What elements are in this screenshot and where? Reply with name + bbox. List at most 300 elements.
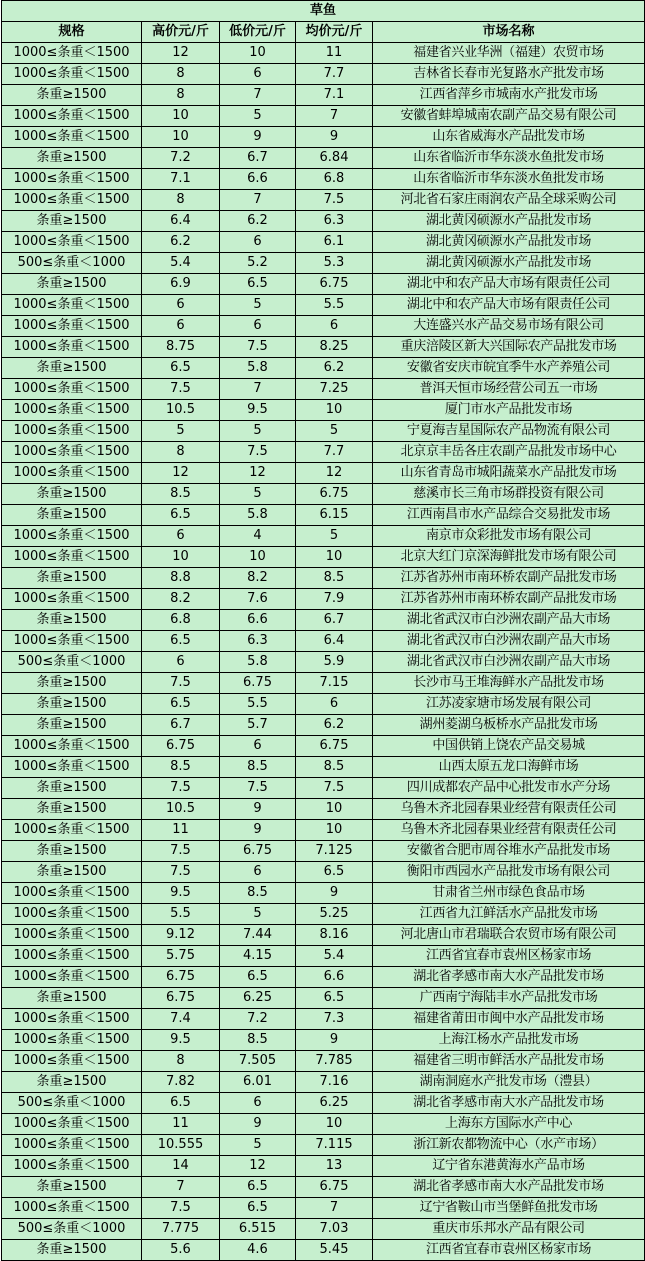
cell-low-price: 12 — [220, 1156, 296, 1177]
cell-high-price: 7.4 — [142, 1009, 220, 1030]
table-row — [2, 211, 645, 232]
cell-low-price: 6 — [220, 316, 296, 337]
cell-high-price: 11 — [142, 1114, 220, 1135]
cell-low-price: 4.6 — [220, 1240, 296, 1261]
table-row — [2, 610, 645, 631]
cell-spec: 1000≤条重＜1500 — [2, 1135, 142, 1156]
cell-high-price: 7 — [142, 1177, 220, 1198]
cell-market-name: 湖州菱湖乌板桥水产品批发市场 — [373, 715, 645, 736]
cell-high-price: 7.5 — [142, 778, 220, 799]
cell-spec: 1000≤条重＜1500 — [2, 904, 142, 925]
cell-market-name: 辽宁省东港黄海水产品市场 — [373, 1156, 645, 1177]
cell-spec: 1000≤条重＜1500 — [2, 400, 142, 421]
cell-high-price: 8 — [142, 442, 220, 463]
table-row — [2, 148, 645, 169]
cell-high-price: 8 — [142, 190, 220, 211]
cell-spec: 1000≤条重＜1500 — [2, 526, 142, 547]
cell-low-price: 5.8 — [220, 652, 296, 673]
cell-avg-price: 5.5 — [296, 295, 373, 316]
table-row — [2, 652, 645, 673]
cell-spec: 1000≤条重＜1500 — [2, 1156, 142, 1177]
cell-market-name: 慈溪市长三角市场群投资有限公司 — [373, 484, 645, 505]
cell-low-price: 6.5 — [220, 967, 296, 988]
cell-high-price: 10.5 — [142, 400, 220, 421]
table-row — [2, 1009, 645, 1030]
cell-avg-price: 6.2 — [296, 715, 373, 736]
cell-low-price: 8.5 — [220, 883, 296, 904]
cell-high-price: 7.5 — [142, 841, 220, 862]
cell-avg-price: 6.8 — [296, 169, 373, 190]
cell-spec: 1000≤条重＜1500 — [2, 820, 142, 841]
cell-spec: 1000≤条重＜1500 — [2, 190, 142, 211]
cell-avg-price: 7.9 — [296, 589, 373, 610]
cell-market-name: 中国供销上饶农产品交易城 — [373, 736, 645, 757]
cell-avg-price: 7.125 — [296, 841, 373, 862]
table-row — [2, 463, 645, 484]
cell-high-price: 6 — [142, 316, 220, 337]
cell-low-price: 4 — [220, 526, 296, 547]
table-row — [2, 547, 645, 568]
cell-low-price: 9 — [220, 1114, 296, 1135]
cell-spec: 1000≤条重＜1500 — [2, 1114, 142, 1135]
cell-high-price: 6.5 — [142, 505, 220, 526]
cell-spec: 1000≤条重＜1500 — [2, 967, 142, 988]
cell-avg-price: 7.5 — [296, 778, 373, 799]
cell-high-price: 6 — [142, 526, 220, 547]
cell-high-price: 8.5 — [142, 757, 220, 778]
cell-avg-price: 5 — [296, 421, 373, 442]
table-row — [2, 694, 645, 715]
table-row — [2, 904, 645, 925]
cell-spec: 条重≥1500 — [2, 358, 142, 379]
cell-spec: 1000≤条重＜1500 — [2, 547, 142, 568]
cell-market-name: 江苏省苏州市南环桥农副产品批发市场 — [373, 589, 645, 610]
table-row — [2, 631, 645, 652]
cell-market-name: 乌鲁木齐北园春果业经营有限责任公司 — [373, 799, 645, 820]
cell-avg-price: 12 — [296, 463, 373, 484]
cell-spec: 条重≥1500 — [2, 148, 142, 169]
cell-market-name: 江苏凌家塘市场发展有限公司 — [373, 694, 645, 715]
table-row — [2, 778, 645, 799]
table-row — [2, 106, 645, 127]
cell-low-price: 6 — [220, 862, 296, 883]
cell-market-name: 上海东方国际水产中心 — [373, 1114, 645, 1135]
cell-low-price: 5.7 — [220, 715, 296, 736]
cell-low-price: 6.6 — [220, 610, 296, 631]
cell-market-name: 福建省兴业华洲（福建）农贸市场 — [373, 43, 645, 64]
cell-high-price: 5 — [142, 421, 220, 442]
cell-avg-price: 7 — [296, 1198, 373, 1219]
cell-low-price: 8.5 — [220, 1030, 296, 1051]
cell-spec: 500≤条重＜1000 — [2, 253, 142, 274]
cell-market-name: 辽宁省鞍山市当堡鲜鱼批发市场 — [373, 1198, 645, 1219]
cell-spec: 条重≥1500 — [2, 988, 142, 1009]
cell-high-price: 10 — [142, 127, 220, 148]
cell-market-name: 河北省石家庄雨润农产品全球采购公司 — [373, 190, 645, 211]
cell-low-price: 6.515 — [220, 1219, 296, 1240]
cell-market-name: 北京京丰岳各庄农副产品批发市场中心 — [373, 442, 645, 463]
cell-avg-price: 7.5 — [296, 190, 373, 211]
cell-avg-price: 5.25 — [296, 904, 373, 925]
cell-spec: 1000≤条重＜1500 — [2, 421, 142, 442]
table-row — [2, 526, 645, 547]
table-row — [2, 337, 645, 358]
table-row — [2, 925, 645, 946]
cell-spec: 1000≤条重＜1500 — [2, 589, 142, 610]
cell-market-name: 乌鲁木齐北园春果业经营有限责任公司 — [373, 820, 645, 841]
cell-avg-price: 6 — [296, 694, 373, 715]
cell-low-price: 7 — [220, 85, 296, 106]
cell-avg-price: 6.84 — [296, 148, 373, 169]
cell-high-price: 6.75 — [142, 967, 220, 988]
cell-spec: 1000≤条重＜1500 — [2, 946, 142, 967]
cell-market-name: 福建省三明市鲜活水产品批发市场 — [373, 1051, 645, 1072]
cell-high-price: 5.75 — [142, 946, 220, 967]
cell-market-name: 湖北省孝感市南大水产品批发市场 — [373, 1177, 645, 1198]
table-row — [2, 862, 645, 883]
cell-avg-price: 8.5 — [296, 568, 373, 589]
cell-market-name: 湖北省武汉市白沙洲农副产品大市场 — [373, 652, 645, 673]
cell-low-price: 7.5 — [220, 442, 296, 463]
cell-market-name: 南京市众彩批发市场有限公司 — [373, 526, 645, 547]
cell-high-price: 9.5 — [142, 883, 220, 904]
cell-avg-price: 9 — [296, 127, 373, 148]
cell-avg-price: 6.75 — [296, 274, 373, 295]
cell-low-price: 6.01 — [220, 1072, 296, 1093]
cell-market-name: 大连盛兴水产品交易市场有限公司 — [373, 316, 645, 337]
cell-market-name: 浙江新农都物流中心（水产市场） — [373, 1135, 645, 1156]
cell-avg-price: 8.16 — [296, 925, 373, 946]
cell-low-price: 9 — [220, 820, 296, 841]
cell-avg-price: 5.4 — [296, 946, 373, 967]
cell-high-price: 6.8 — [142, 610, 220, 631]
cell-high-price: 9.12 — [142, 925, 220, 946]
cell-high-price: 8 — [142, 1051, 220, 1072]
cell-spec: 条重≥1500 — [2, 505, 142, 526]
cell-low-price: 7.5 — [220, 778, 296, 799]
cell-avg-price: 10 — [296, 1114, 373, 1135]
cell-avg-price: 8.5 — [296, 757, 373, 778]
cell-avg-price: 6.75 — [296, 736, 373, 757]
cell-market-name: 安徽省安庆市皖宜季牛水产养殖公司 — [373, 358, 645, 379]
cell-high-price: 6.9 — [142, 274, 220, 295]
cell-market-name: 湖北黄冈硕源水产品批发市场 — [373, 253, 645, 274]
cell-low-price: 6.7 — [220, 148, 296, 169]
table-row — [2, 1219, 645, 1240]
cell-low-price: 7.5 — [220, 337, 296, 358]
cell-spec: 条重≥1500 — [2, 715, 142, 736]
cell-market-name: 宁夏海吉星国际农产品物流有限公司 — [373, 421, 645, 442]
cell-high-price: 5.5 — [142, 904, 220, 925]
cell-avg-price: 10 — [296, 820, 373, 841]
cell-high-price: 14 — [142, 1156, 220, 1177]
cell-avg-price: 7.1 — [296, 85, 373, 106]
cell-avg-price: 5.45 — [296, 1240, 373, 1261]
cell-avg-price: 6.5 — [296, 862, 373, 883]
cell-spec: 1000≤条重＜1500 — [2, 1198, 142, 1219]
cell-market-name: 江西省宜春市袁州区杨家市场 — [373, 946, 645, 967]
cell-market-name: 湖北中和农产品大市场有限责任公司 — [373, 295, 645, 316]
cell-avg-price: 7.3 — [296, 1009, 373, 1030]
cell-low-price: 6.6 — [220, 169, 296, 190]
cell-low-price: 6 — [220, 1093, 296, 1114]
cell-high-price: 6 — [142, 295, 220, 316]
cell-low-price: 6.25 — [220, 988, 296, 1009]
cell-low-price: 5.8 — [220, 358, 296, 379]
cell-avg-price: 5 — [296, 526, 373, 547]
cell-high-price: 12 — [142, 463, 220, 484]
cell-spec: 1000≤条重＜1500 — [2, 295, 142, 316]
cell-high-price: 7.5 — [142, 1198, 220, 1219]
table-row — [2, 841, 645, 862]
cell-market-name: 广西南宁海陆丰水产品批发市场 — [373, 988, 645, 1009]
cell-high-price: 10 — [142, 106, 220, 127]
cell-spec: 1000≤条重＜1500 — [2, 169, 142, 190]
table-row — [2, 715, 645, 736]
table-row — [2, 1177, 645, 1198]
cell-high-price: 8 — [142, 64, 220, 85]
cell-low-price: 6 — [220, 736, 296, 757]
cell-high-price: 6.75 — [142, 988, 220, 1009]
header-low-price: 低价元/斤 — [220, 22, 296, 43]
table-row — [2, 1072, 645, 1093]
cell-spec: 条重≥1500 — [2, 85, 142, 106]
table-row — [2, 1051, 645, 1072]
cell-low-price: 9.5 — [220, 400, 296, 421]
cell-low-price: 6.75 — [220, 673, 296, 694]
cell-low-price: 5 — [220, 295, 296, 316]
cell-low-price: 10 — [220, 547, 296, 568]
cell-avg-price: 8.25 — [296, 337, 373, 358]
cell-spec: 条重≥1500 — [2, 211, 142, 232]
table-title: 草鱼 — [2, 1, 645, 22]
cell-spec: 条重≥1500 — [2, 568, 142, 589]
cell-avg-price: 6.75 — [296, 1177, 373, 1198]
cell-market-name: 山东省威海水产品批发市场 — [373, 127, 645, 148]
cell-market-name: 湖南洞庭水产批发市场（澧县） — [373, 1072, 645, 1093]
cell-spec: 1000≤条重＜1500 — [2, 43, 142, 64]
cell-low-price: 6.5 — [220, 274, 296, 295]
cell-spec: 1000≤条重＜1500 — [2, 337, 142, 358]
table-row — [2, 967, 645, 988]
cell-avg-price: 10 — [296, 799, 373, 820]
cell-low-price: 5.2 — [220, 253, 296, 274]
cell-high-price: 5.6 — [142, 1240, 220, 1261]
cell-low-price: 5 — [220, 484, 296, 505]
cell-avg-price: 6.7 — [296, 610, 373, 631]
cell-spec: 条重≥1500 — [2, 1240, 142, 1261]
cell-avg-price: 7.15 — [296, 673, 373, 694]
cell-market-name: 长沙市马王堆海鲜水产品批发市场 — [373, 673, 645, 694]
cell-spec: 1000≤条重＜1500 — [2, 1051, 142, 1072]
cell-market-name: 北京大红门京深海鲜批发市场有限公司 — [373, 547, 645, 568]
cell-spec: 1000≤条重＜1500 — [2, 442, 142, 463]
cell-spec: 1000≤条重＜1500 — [2, 64, 142, 85]
cell-low-price: 7 — [220, 190, 296, 211]
cell-spec: 条重≥1500 — [2, 1072, 142, 1093]
cell-high-price: 10.555 — [142, 1135, 220, 1156]
cell-avg-price: 7.785 — [296, 1051, 373, 1072]
table-row — [2, 1198, 645, 1219]
cell-high-price: 6.5 — [142, 1093, 220, 1114]
cell-market-name: 湖北黄冈硕源水产品批发市场 — [373, 232, 645, 253]
cell-low-price: 5.5 — [220, 694, 296, 715]
cell-low-price: 7.505 — [220, 1051, 296, 1072]
cell-spec: 条重≥1500 — [2, 1177, 142, 1198]
table-row — [2, 757, 645, 778]
cell-market-name: 四川成都农产品中心批发市水产分场 — [373, 778, 645, 799]
cell-spec: 条重≥1500 — [2, 610, 142, 631]
cell-avg-price: 6.4 — [296, 631, 373, 652]
cell-avg-price: 13 — [296, 1156, 373, 1177]
cell-market-name: 河北唐山市君瑞联合农贸市场有限公司 — [373, 925, 645, 946]
cell-market-name: 山东省临沂市华东淡水鱼批发市场 — [373, 169, 645, 190]
cell-low-price: 6.2 — [220, 211, 296, 232]
cell-avg-price: 7.16 — [296, 1072, 373, 1093]
cell-market-name: 重庆市乐邦水产品有限公司 — [373, 1219, 645, 1240]
cell-avg-price: 6 — [296, 316, 373, 337]
cell-spec: 条重≥1500 — [2, 778, 142, 799]
cell-market-name: 甘肃省兰州市绿色食品市场 — [373, 883, 645, 904]
cell-avg-price: 10 — [296, 400, 373, 421]
table-body — [2, 43, 645, 1261]
cell-low-price: 5.8 — [220, 505, 296, 526]
cell-low-price: 6 — [220, 232, 296, 253]
table-row — [2, 421, 645, 442]
cell-spec: 500≤条重＜1000 — [2, 1093, 142, 1114]
table-row — [2, 1156, 645, 1177]
table-row — [2, 190, 645, 211]
cell-high-price: 12 — [142, 43, 220, 64]
cell-market-name: 湖北黄冈硕源水产品批发市场 — [373, 211, 645, 232]
cell-low-price: 7.2 — [220, 1009, 296, 1030]
cell-high-price: 5.4 — [142, 253, 220, 274]
cell-market-name: 厦门市水产品批发市场 — [373, 400, 645, 421]
cell-avg-price: 7.115 — [296, 1135, 373, 1156]
cell-spec: 条重≥1500 — [2, 694, 142, 715]
cell-low-price: 9 — [220, 799, 296, 820]
cell-low-price: 6.3 — [220, 631, 296, 652]
table-row — [2, 253, 645, 274]
cell-avg-price: 6.1 — [296, 232, 373, 253]
cell-high-price: 6 — [142, 652, 220, 673]
cell-market-name: 湖北省孝感市南大水产品批发市场 — [373, 967, 645, 988]
cell-avg-price: 6.25 — [296, 1093, 373, 1114]
table-row — [2, 379, 645, 400]
cell-low-price: 7.6 — [220, 589, 296, 610]
cell-high-price: 9.5 — [142, 1030, 220, 1051]
cell-avg-price: 6.15 — [296, 505, 373, 526]
cell-high-price: 7.5 — [142, 862, 220, 883]
table-row — [2, 1030, 645, 1051]
cell-low-price: 6.75 — [220, 841, 296, 862]
table-row — [2, 1240, 645, 1261]
cell-market-name: 湖北省武汉市白沙洲农副产品大市场 — [373, 610, 645, 631]
cell-spec: 1000≤条重＜1500 — [2, 232, 142, 253]
cell-spec: 500≤条重＜1000 — [2, 652, 142, 673]
cell-low-price: 8.5 — [220, 757, 296, 778]
table-row — [2, 589, 645, 610]
cell-spec: 1000≤条重＜1500 — [2, 463, 142, 484]
table-row — [2, 232, 645, 253]
table-row — [2, 673, 645, 694]
cell-high-price: 6.5 — [142, 358, 220, 379]
cell-market-name: 江苏省苏州市南环桥农副产品批发市场 — [373, 568, 645, 589]
cell-high-price: 7.775 — [142, 1219, 220, 1240]
cell-market-name: 山西太原五龙口海鲜市场 — [373, 757, 645, 778]
cell-spec: 1000≤条重＜1500 — [2, 1030, 142, 1051]
cell-market-name: 吉林省长春市光复路水产批发市场 — [373, 64, 645, 85]
cell-spec: 1000≤条重＜1500 — [2, 631, 142, 652]
header-spec: 规格 — [2, 22, 142, 43]
cell-high-price: 7.5 — [142, 673, 220, 694]
cell-avg-price: 7.25 — [296, 379, 373, 400]
cell-high-price: 6.5 — [142, 694, 220, 715]
cell-high-price: 6.5 — [142, 631, 220, 652]
cell-low-price: 6.5 — [220, 1177, 296, 1198]
cell-spec: 条重≥1500 — [2, 673, 142, 694]
cell-market-name: 上海江杨水产品批发市场 — [373, 1030, 645, 1051]
cell-spec: 1000≤条重＜1500 — [2, 316, 142, 337]
cell-low-price: 6 — [220, 64, 296, 85]
cell-avg-price: 5.3 — [296, 253, 373, 274]
table-row — [2, 799, 645, 820]
cell-spec: 条重≥1500 — [2, 274, 142, 295]
table-row — [2, 568, 645, 589]
cell-low-price: 5 — [220, 106, 296, 127]
table-row — [2, 946, 645, 967]
cell-high-price: 8.8 — [142, 568, 220, 589]
cell-avg-price: 6.2 — [296, 358, 373, 379]
cell-high-price: 8 — [142, 85, 220, 106]
table-row — [2, 988, 645, 1009]
cell-avg-price: 10 — [296, 547, 373, 568]
table-row — [2, 883, 645, 904]
table-row — [2, 316, 645, 337]
cell-market-name: 福建省莆田市闽中水产品批发市场 — [373, 1009, 645, 1030]
cell-market-name: 江西省宜春市袁州区杨家市场 — [373, 1240, 645, 1261]
cell-spec: 条重≥1500 — [2, 862, 142, 883]
cell-low-price: 4.15 — [220, 946, 296, 967]
cell-market-name: 湖北省武汉市白沙洲农副产品大市场 — [373, 631, 645, 652]
cell-market-name: 安徽省合肥市周谷堆水产品批发市场 — [373, 841, 645, 862]
cell-spec: 条重≥1500 — [2, 484, 142, 505]
table-row — [2, 505, 645, 526]
cell-spec: 1000≤条重＜1500 — [2, 883, 142, 904]
cell-spec: 1000≤条重＜1500 — [2, 379, 142, 400]
cell-spec: 1000≤条重＜1500 — [2, 1009, 142, 1030]
cell-avg-price: 7.7 — [296, 442, 373, 463]
cell-high-price: 8.2 — [142, 589, 220, 610]
cell-market-name: 湖北中和农产品大市场有限责任公司 — [373, 274, 645, 295]
cell-avg-price: 11 — [296, 43, 373, 64]
cell-high-price: 8.75 — [142, 337, 220, 358]
cell-avg-price: 7.03 — [296, 1219, 373, 1240]
cell-high-price: 11 — [142, 820, 220, 841]
cell-low-price: 5 — [220, 421, 296, 442]
cell-low-price: 9 — [220, 127, 296, 148]
table-row — [2, 358, 645, 379]
cell-market-name: 重庆涪陵区新大兴国际农产品批发市场 — [373, 337, 645, 358]
cell-low-price: 6.5 — [220, 1198, 296, 1219]
cell-low-price: 5 — [220, 1135, 296, 1156]
cell-market-name: 江西省九江鲜活水产品批发市场 — [373, 904, 645, 925]
cell-high-price: 7.5 — [142, 379, 220, 400]
cell-spec: 1000≤条重＜1500 — [2, 127, 142, 148]
cell-spec: 1000≤条重＜1500 — [2, 736, 142, 757]
table-row — [2, 295, 645, 316]
table-row — [2, 43, 645, 64]
